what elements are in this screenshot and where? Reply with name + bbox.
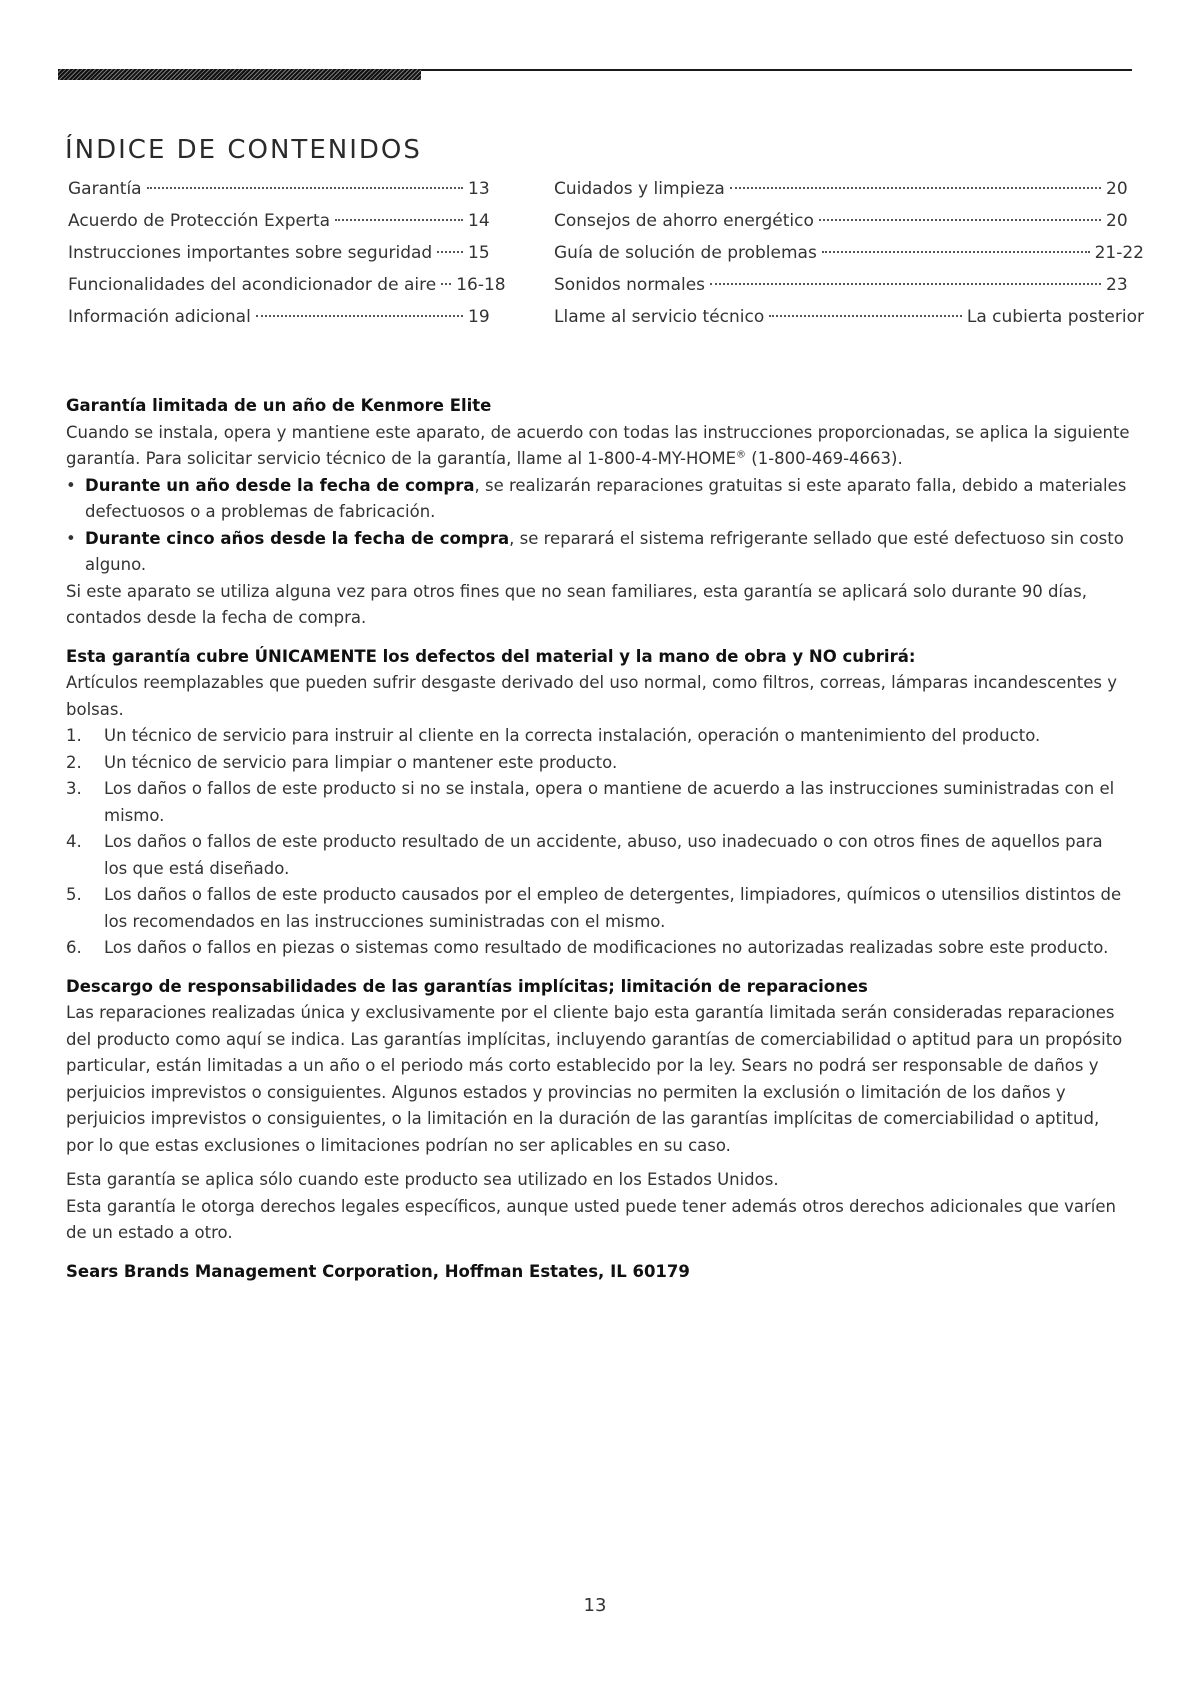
toc-entry-page: 19: [468, 307, 490, 327]
company-address: Sears Brands Management Corporation, Hoffman Estates, IL 60179: [66, 1261, 690, 1281]
toc-entry-page: 20: [1106, 211, 1128, 231]
toc-entry-label: Funcionalidades del acondicionador de aire: [68, 275, 437, 295]
toc-entry-page: La cubierta posterior: [966, 307, 1144, 327]
toc-leader-dots: [335, 219, 463, 221]
toc-entry: [68, 275, 506, 307]
toc-right-column: [554, 179, 1144, 339]
toc-entry: [68, 307, 500, 339]
toc-entry: [554, 307, 1144, 339]
toc-entry-label: Guía de solución de problemas: [554, 243, 817, 263]
toc-leader-dots: [819, 219, 1101, 221]
toc-entry-label: Garantía: [68, 179, 142, 199]
spacer: [66, 632, 1131, 644]
page-number: 13: [583, 1595, 607, 1616]
toc-entry-label: Cuidados y limpieza: [554, 179, 725, 199]
toc-entry-page: 23: [1106, 275, 1128, 295]
spacer: [66, 1247, 1131, 1259]
coverage-item: [66, 723, 1131, 750]
warranty-bullet: [66, 526, 1131, 579]
warranty-body: [66, 393, 1131, 1285]
toc-entry-page: 21-22: [1094, 243, 1144, 263]
warranty-bullet-bold: Durante un año desde la fecha de compra: [85, 475, 475, 495]
toc-leader-dots: [147, 187, 463, 189]
toc-entry: [554, 275, 1144, 307]
header-band: [58, 69, 421, 80]
toc-entry-page: 13: [468, 179, 490, 199]
coverage-item-number: 5.: [66, 885, 82, 904]
toc-leader-dots: [822, 251, 1090, 253]
warranty-note: Si este aparato se utiliza alguna vez para otros fines que no sean familiares, esta garantía se aplicará solo durante 90 días, contados desde la fecha de compra.: [66, 581, 1087, 627]
warranty-heading: Garantía limitada de un año de Kenmore Elite: [66, 396, 492, 415]
coverage-heading: Esta garantía cubre ÚNICAMENTE los defectos del material y la mano de obra y NO cubrirá:: [66, 646, 916, 666]
toc-entry: [554, 179, 1144, 211]
coverage-item-number: 2.: [66, 752, 82, 772]
toc-entry-label: Acuerdo de Protección Experta: [68, 211, 331, 231]
toc-leader-dots: [730, 187, 1101, 189]
warranty-phone: (1-800-469-4663).: [746, 449, 903, 468]
coverage-item-text: Los daños o fallos de este producto si no se instala, opera o mantiene de acuerdo a las instrucciones suministradas con el mismo.: [104, 779, 1115, 825]
warranty-intro: [66, 420, 1131, 473]
toc-entry-page: 14: [468, 211, 490, 231]
spacer: [66, 962, 1131, 974]
coverage-item: [66, 776, 1131, 829]
disclaimer-rights: Esta garantía le otorga derechos legales específicos, aunque usted puede tener además otros derechos adicionales que varíen de un estado a otro.: [66, 1196, 1116, 1242]
coverage-item-text: Un técnico de servicio para instruir al cliente en la correcta instalación, operación o mantenimiento del producto.: [104, 726, 1041, 745]
toc-entry: [68, 211, 500, 243]
disclaimer-text: Las reparaciones realizadas única y exclusivamente por el cliente bajo esta garantía limitada serán consideradas reparaciones del producto como aquí se indica. Las garantías implícitas, incluyendo garantías de comerciabilidad o aptitud para un propósito particular, están limitadas a un año o el periodo más corto establecido por la ley. Sears no podrá ser responsable de daños y perjuicios imprevistos o consiguientes. Algunos estados y provincias no permiten la exclusión o limitación de los daños y perjuicios imprevistos o consiguientes, o la limitación en la duración de las garantías implícitas de comerciabilidad o aptitud, por lo que estas exclusiones o limitaciones podrían no ser aplicables en su caso.: [66, 1003, 1123, 1155]
disclaimer-usa-only: Esta garantía se aplica sólo cuando este producto sea utilizado en los Estados Unidos.: [66, 1170, 779, 1189]
warranty-bullet-bold: Durante cinco años desde la fecha de compra: [85, 528, 510, 548]
warranty-bullet: [66, 473, 1131, 526]
toc-leader-dots: [256, 315, 463, 317]
toc-entry-label: Instrucciones importantes sobre seguridad: [68, 243, 433, 263]
toc-entry-label: Consejos de ahorro energético: [554, 211, 814, 231]
coverage-item: [66, 829, 1131, 882]
coverage-item-text: Los daños o fallos de este producto causados por el empleo de detergentes, limpiadores, químicos o utensilios distintos de los recomendados en las instrucciones suministradas con el mismo.: [104, 885, 1122, 931]
spacer: [66, 1159, 1131, 1167]
toc-entry: [68, 179, 500, 211]
coverage-item: [66, 935, 1131, 962]
coverage-intro: Artículos reemplazables que pueden sufrir desgaste derivado del uso normal, como filtros, correas, lámparas incandescentes y bolsas.: [66, 673, 1118, 719]
coverage-item-text: Un técnico de servicio para limpiar o mantener este producto.: [104, 752, 618, 772]
coverage-item-number: 3.: [66, 779, 82, 798]
warranty-bullet-text: , se reparará el sistema refrigerante sellado que esté defectuoso sin costo alguno.: [85, 528, 1124, 574]
coverage-list: [66, 723, 1131, 962]
toc-entry: [68, 243, 500, 275]
coverage-item: [66, 750, 1131, 777]
toc-leader-dots: [769, 315, 962, 317]
coverage-item-number: 6.: [66, 938, 82, 957]
registered-mark: ®: [736, 449, 747, 461]
toc-leader-dots: [441, 283, 451, 285]
warranty-intro-text: Cuando se instala, opera y mantiene este aparato, de acuerdo con todas las instrucciones proporcionadas, se aplica la siguiente garantía. Para solicitar servicio técnico de la garantía, llame al 1-800-4-MY-HOME: [66, 422, 1130, 468]
toc-entry: [554, 211, 1144, 243]
toc-leader-dots: [437, 251, 463, 253]
toc-leader-dots: [710, 283, 1101, 285]
toc-title: ÍNDICE DE CONTENIDOS: [65, 135, 422, 165]
disclaimer-heading: Descargo de responsabilidades de las garantías implícitas; limitación de reparaciones: [66, 976, 868, 996]
toc-entry-label: Sonidos normales: [554, 275, 706, 295]
coverage-item-number: 1.: [66, 726, 82, 745]
coverage-item: [66, 882, 1131, 935]
toc-entry-page: 16-18: [456, 275, 506, 295]
toc-left-column: [68, 179, 506, 339]
toc-entry-page: 15: [468, 243, 490, 263]
coverage-item-number: 4.: [66, 832, 82, 851]
toc-entry-page: 20: [1106, 179, 1128, 199]
warranty-bullet-text: , se realizarán reparaciones gratuitas si este aparato falla, debido a materiales defectuosos o a problemas de fabricación.: [85, 475, 1127, 521]
coverage-item-text: Los daños o fallos de este producto resultado de un accidente, abuso, uso inadecuado o con otros fines de aquellos para los que está diseñado.: [104, 832, 1103, 878]
coverage-item-text: Los daños o fallos en piezas o sistemas como resultado de modificaciones no autorizadas realizadas sobre este producto.: [104, 938, 1109, 957]
toc-entry: [554, 243, 1144, 275]
toc-entry-label: Llame al servicio técnico: [554, 307, 765, 327]
toc-entry-label: Información adicional: [68, 307, 251, 327]
